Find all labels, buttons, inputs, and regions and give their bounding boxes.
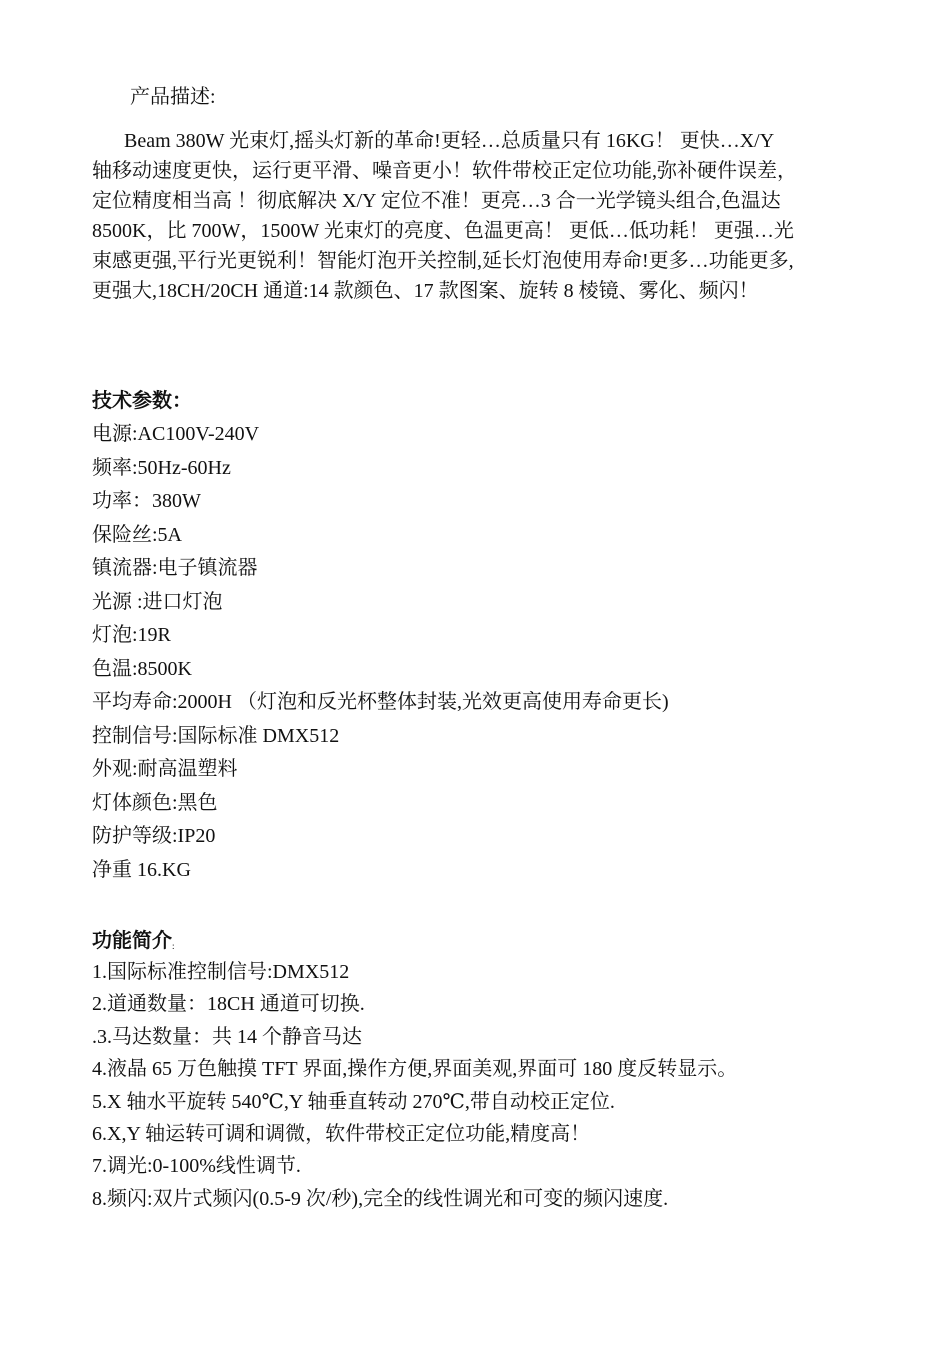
description-line: Beam 380W 光束灯,摇头灯新的革命!更轻…总质量只有 16KG！ 更快…X/Y [124,130,775,152]
spec-item: 灯体颜色:黑色 [92,791,218,814]
function-item: 6.X,Y 轴运转可调和调微，软件带校正定位功能,精度高！ [92,1122,591,1145]
function-item: 2.道通数量：18CH 通道可切换. [92,993,365,1016]
spec-item: 光源 :进口灯泡 [92,590,223,613]
spec-item: 平均寿命:2000H （灯泡和反光杯整体封装,光效更高使用寿命更长) [92,691,669,713]
description-heading: 产品描述: [130,86,216,108]
functions-title [92,926,175,960]
spec-item: 防护等级:IP20 [92,825,216,847]
description-line: 束感更强,平行光更锐利！智能灯泡开关控制,延长灯泡使用寿命!更多…功能更多, [92,250,794,272]
description-line: 8500K，比 700W，1500W 光束灯的亮度、色温更高！ 更低…低功耗！ 更强…光 [92,220,794,242]
functions-title-suffix: : [172,941,175,951]
spec-item: 外观:耐高温塑料 [92,758,238,780]
spec-item: 控制信号:国际标准 DMX512 [92,724,340,747]
function-item: 7.调光:0-100%线性调节. [92,1155,301,1178]
specs-title: 技术参数： [92,388,192,412]
description-paragraph [92,126,872,306]
function-item: 8.频闪:双片式频闪(0.5-9 次/秒),完全的线性调光和可变的频闪速度. [92,1187,669,1210]
description-line: 轴移动速度更快，运行更平滑、噪音更小！软件带校正定位功能,弥补硬件误差， [92,160,797,182]
function-item: 4.液晶 65 万色触摸 TFT 界面,操作方便,界面美观,界面可 180 度反转显示。 [92,1058,738,1081]
function-item: 1.国际标准控制信号:DMX512 [92,961,350,983]
functions-title-text: 功能简介 [92,928,172,952]
spec-item: 保险丝:5A [92,523,182,546]
spec-item: 净重 16.KG [92,858,191,881]
spec-item: 电源:AC100V-240V [92,423,260,445]
description-line: 定位精度相当高 ！彻底解决 X/Y 定位不准！更亮…3 合一光学镜头组合,色温达 [92,190,781,212]
function-item: 5.X 轴水平旋转 540℃,Y 轴垂直转动 270℃,带自动校正定位. [92,1090,615,1113]
spec-item: 功率：380W [92,490,201,512]
function-item: .3.马达数量：共 14 个静音马达 [92,1025,362,1048]
spec-item: 色温:8500K [92,657,192,680]
spec-item: 灯泡:19R [92,624,171,646]
spec-item: 镇流器:电子镇流器 [92,557,258,579]
spec-item: 频率:50Hz-60Hz [92,456,231,479]
description-line: 更强大,18CH/20CH 通道:14 款颜色、17 款图案、旋转 8 棱镜、雾化、频闪！ [92,280,759,302]
functions-list [92,956,737,1215]
specs-list [92,418,669,887]
